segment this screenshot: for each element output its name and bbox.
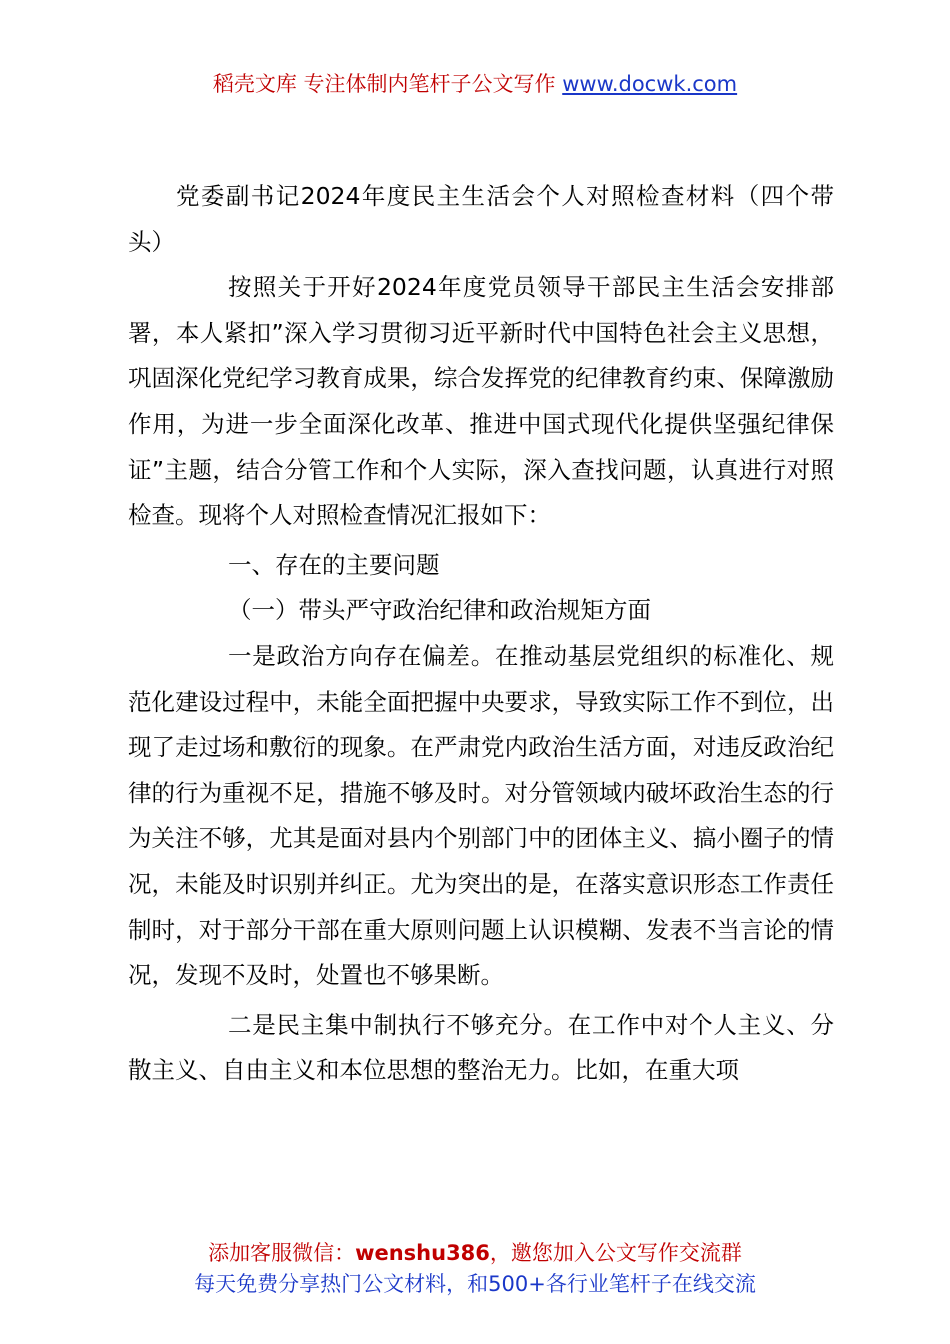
subsection-heading-1: （一）带头严守政治纪律和政治规矩方面: [228, 596, 651, 625]
header-url-link[interactable]: www.docwk.com: [562, 72, 738, 96]
footer-wechat-id: wenshu386: [355, 1241, 490, 1265]
footer-line-1: [0, 1238, 950, 1269]
document-footer: [0, 1238, 950, 1300]
document-header: [0, 68, 950, 100]
header-brand: 稻壳文库 专注体制内笔杆子公文写作: [212, 72, 563, 96]
body-paragraph-1: 一是政治方向存在偏差。在推动基层党组织的标准化、规范化建设过程中，未能全面把握中央要求，导致实际工作不到位，出现了走过场和敷衍的现象。在严肃党内政治生活方面，对违反政治纪律的行为重视不足，措施不够及时。对分管领域内破坏政治生态的行为关注不够，尤其是面对县内个别部门中的团体主义、搞小圈子的情况，未能及时识别并纠正。尤为突出的是，在落实意识形态工作责任制时，对于部分干部在重大原则问题上认识模糊、发表不当言论的情况，发现不及时，处置也不够果断。: [128, 641, 834, 990]
section-heading-1: 一、存在的主要问题: [228, 550, 440, 579]
footer-line-2: 每天免费分享热门公文材料，和500+各行业笔杆子在线交流: [194, 1272, 756, 1296]
body-paragraph-2: 二是民主集中制执行不够充分。在工作中对个人主义、分散主义、自由主义和本位思想的整治无力。比如，在重大项: [128, 1010, 834, 1085]
footer-prefix: 添加客服微信：: [208, 1241, 356, 1265]
document-title: 党委副书记2024年度民主生活会个人对照检查材料（四个带头）: [128, 182, 834, 256]
document-body: [128, 174, 834, 1094]
footer-suffix: ，邀您加入公文写作交流群: [489, 1241, 742, 1265]
intro-paragraph: 按照关于开好2024年度党员领导干部民主生活会安排部署，本人紧扣”深入学习贯彻习近平新时代中国特色社会主义思想，巩固深化党纪学习教育成果，综合发挥党的纪律教育约束、保障激励作用，为进一步全面深化改革、推进中国式现代化提供坚强纪律保证”主题，结合分管工作和个人实际，深入查找问题，认真进行对照检查。现将个人对照检查情况汇报如下：: [128, 273, 834, 530]
